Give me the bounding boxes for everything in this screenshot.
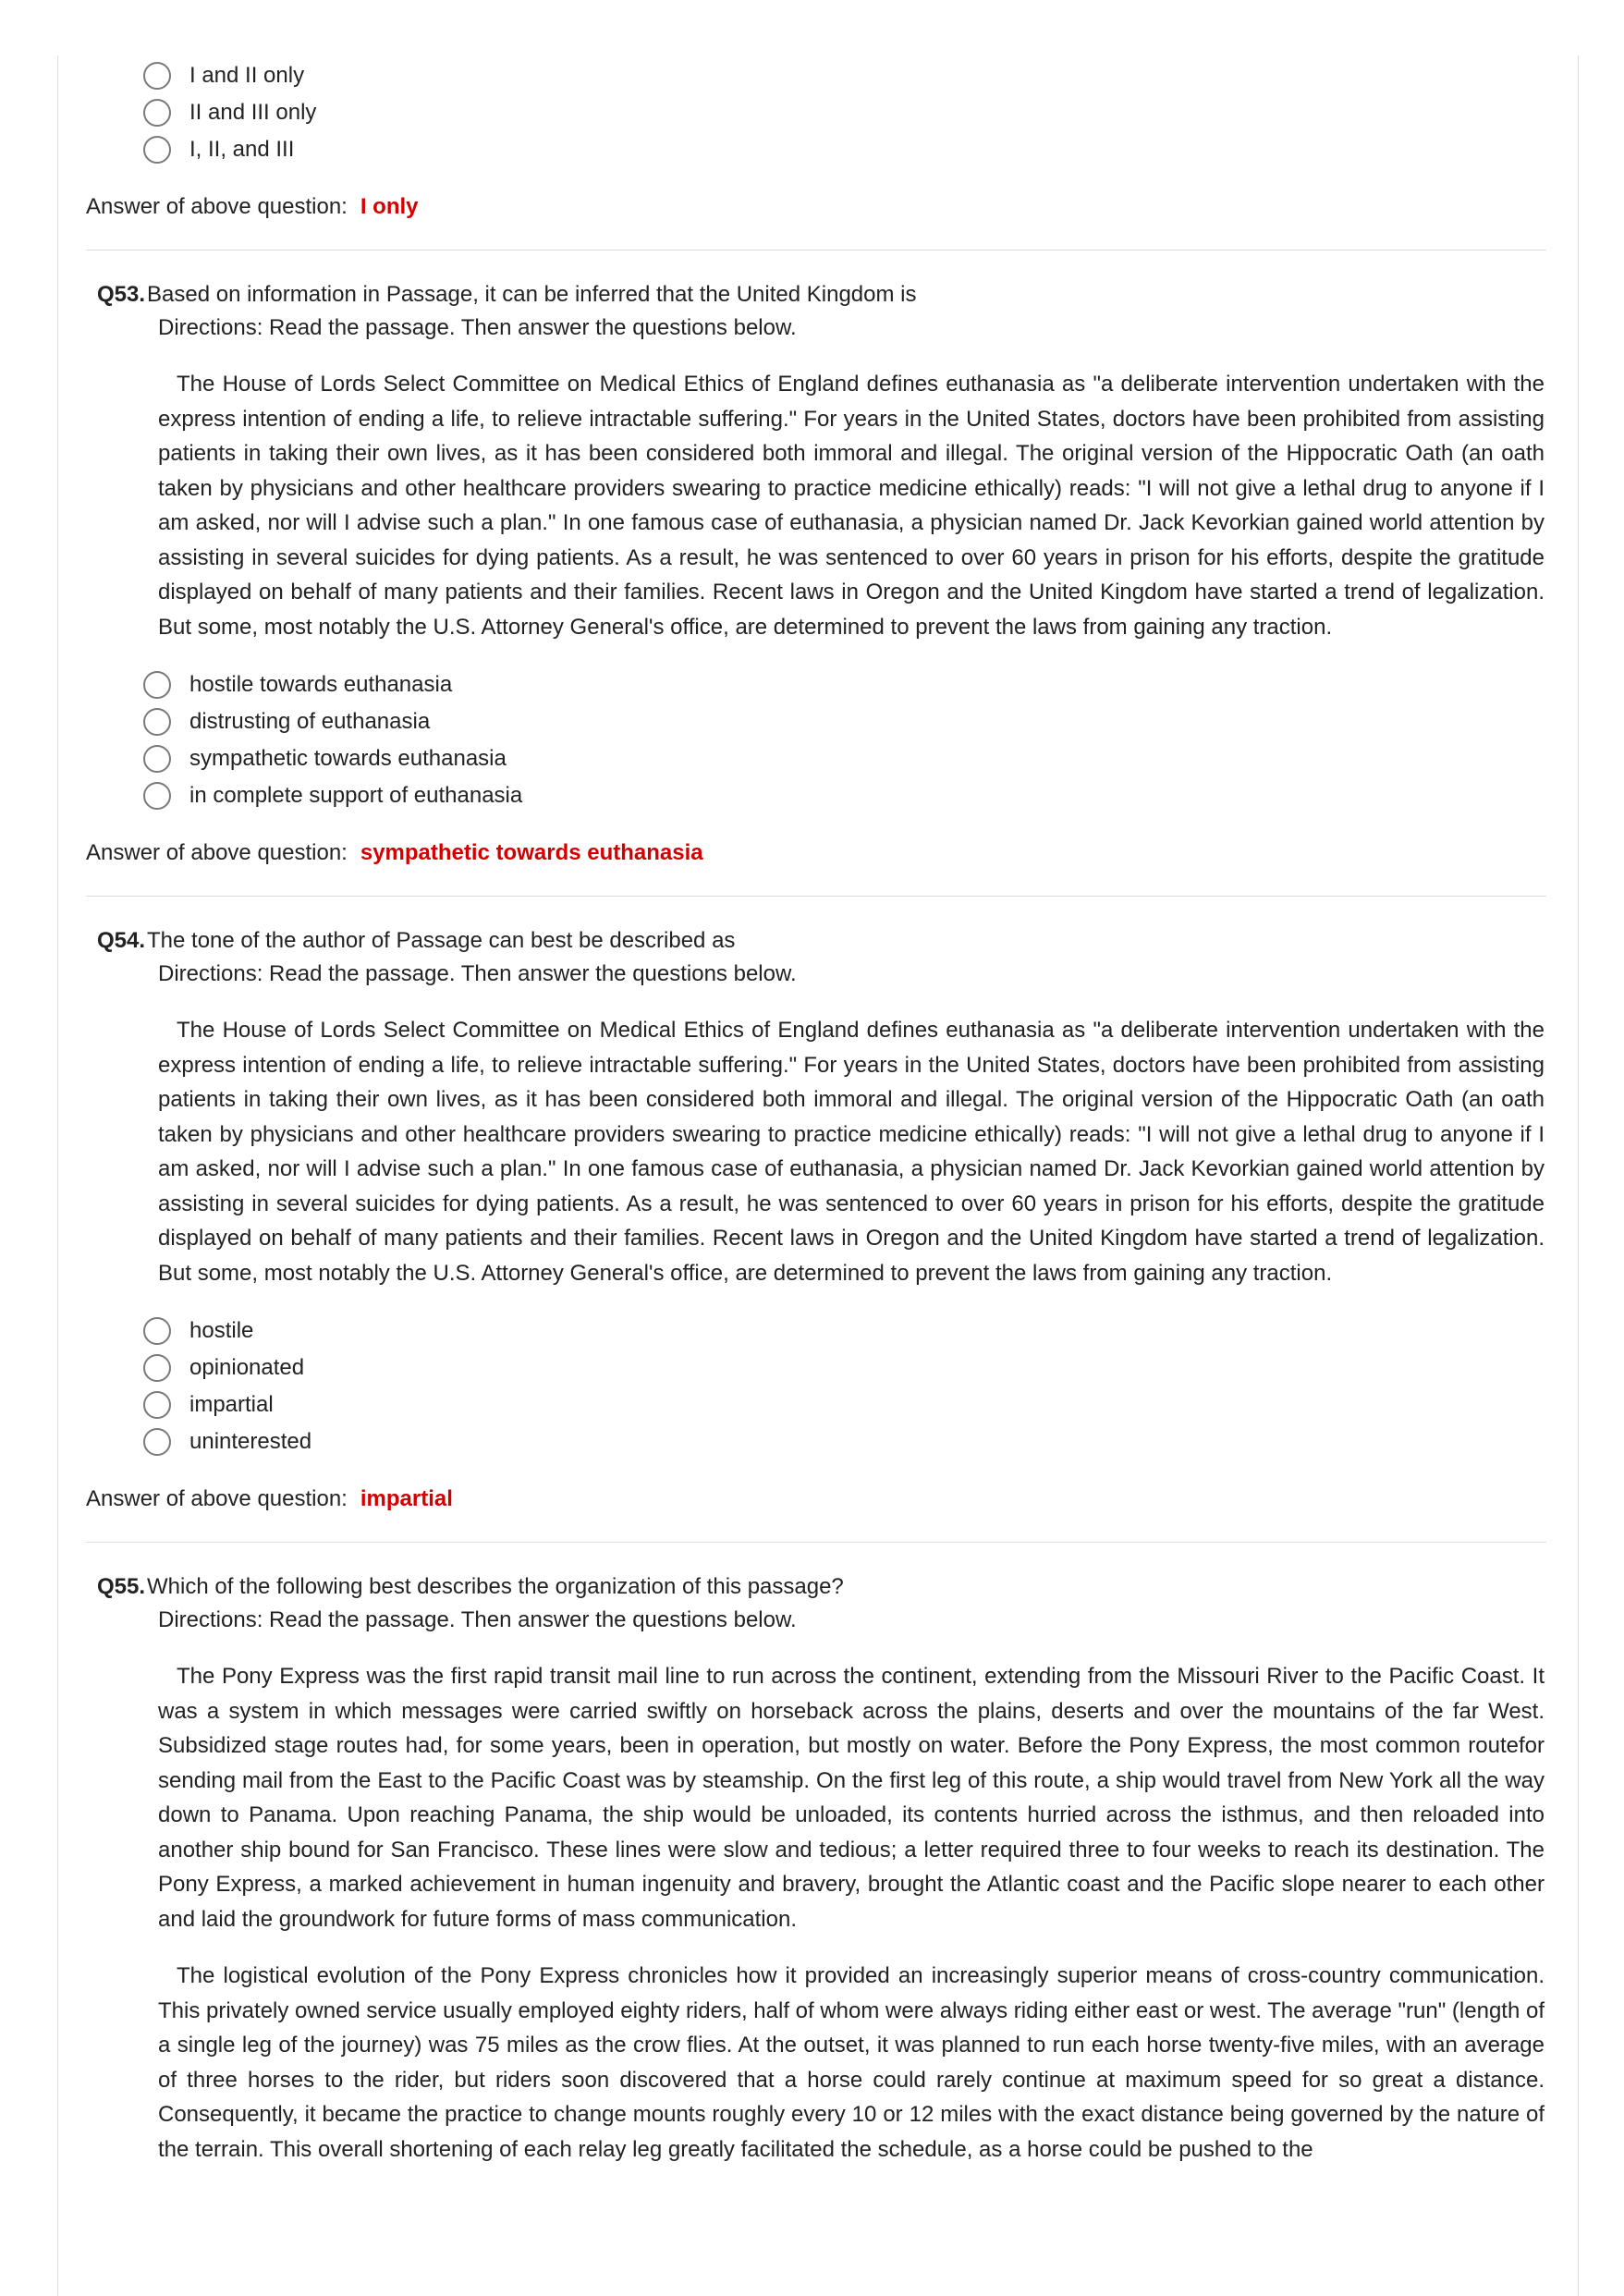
answer-options (143, 1313, 1546, 1460)
answer-value: impartial (360, 1486, 453, 1511)
page-border-right (1578, 55, 1579, 2296)
passage (158, 1013, 1545, 1290)
passage-paragraph: The House of Lords Select Committee on Medical Ethics of England defines euthanasia as "a deliberate intervention undertaken with the express intention of ending a life, to relieve intractable suffering." For years in the United States, doctors have been prohibited from assisting patients in taking their own lives, as it has been considered both immoral and illegal. The original version of the Hippocratic Oath (an oath taken by physicians and other healthcare providers swearing to practice medicine ethically) reads: "I will not give a lethal drug to anyone if I am asked, nor will I advise such a plan." In one famous case of euthanasia, a physician named Dr. Jack Kevorkian gained world attention by assisting in several suicides for dying patients. As a result, he was sentenced to over 60 years in prison for his efforts, despite the gratitude displayed on behalf of many patients and their families. Recent laws in Oregon and the United Kingdom have started a trend of legalization. But some, most notably the U.S. Attorney General's office, are determined to prevent the laws from gaining any traction. (158, 372, 1545, 640)
question-number: Q53. (97, 282, 146, 307)
previous-question-options (143, 57, 1546, 168)
passage (158, 367, 1545, 644)
radio-button[interactable] (143, 99, 171, 127)
answer-options (143, 666, 1546, 814)
question-q55 (86, 1570, 1546, 2167)
radio-button[interactable] (143, 1428, 171, 1456)
option-label: in complete support of euthanasia (189, 783, 523, 808)
divider (86, 896, 1546, 897)
option-row[interactable] (143, 666, 1546, 703)
option-label: uninterested (189, 1429, 312, 1454)
answer-line (86, 837, 1546, 870)
radio-button[interactable] (143, 745, 171, 773)
option-row[interactable] (143, 94, 1546, 131)
passage (158, 1659, 1545, 2167)
option-row[interactable] (143, 703, 1546, 740)
answer-line (86, 190, 1546, 224)
question-directions: Directions: Read the passage. Then answer the questions below. (158, 1607, 797, 1632)
question-directions: Directions: Read the passage. Then answer the questions below. (158, 961, 797, 986)
option-label: II and III only (189, 100, 317, 125)
answer-label: Answer of above question: (86, 1486, 348, 1511)
question-prompt: Which of the following best describes the organization of this passage? (147, 1574, 844, 1599)
option-row[interactable] (143, 1423, 1546, 1460)
option-label: impartial (189, 1392, 274, 1417)
divider (86, 1542, 1546, 1543)
option-row[interactable] (143, 777, 1546, 814)
answer-label: Answer of above question: (86, 840, 348, 865)
quiz-content (86, 57, 1546, 2189)
question-number: Q55. (97, 1574, 146, 1599)
passage-paragraph: The Pony Express was the first rapid transit mail line to run across the continent, extending from the Missouri River to the Pacific Coast. It was a system in which messages were carried swiftly on horseback across the plains, deserts and over the mountains of the far West. Subsidized stage routes had, for some years, been in operation, but mostly on water. Before the Pony Express, the most common routefor sending mail from the East to the Pacific Coast was by steamship. On the first leg of this route, a ship would travel from New York all the way down to Panama. Upon reaching Panama, the ship would be unloaded, its contents hurried across the isthmus, and then reloaded into another ship bound for San Francisco. These lines were slow and tedious; a letter required three to four weeks to reach its destination. The Pony Express, a marked achievement in human ingenuity and bravery, brought the Atlantic coast and the Pacific slope nearer to each other and laid the groundwork for future forms of mass communication. (158, 1664, 1545, 1932)
option-label: hostile towards euthanasia (189, 672, 453, 697)
option-label: I and II only (189, 63, 305, 88)
question-prompt: The tone of the author of Passage can best be described as (147, 928, 736, 953)
radio-button[interactable] (143, 708, 171, 736)
option-row[interactable] (143, 1350, 1546, 1386)
radio-button[interactable] (143, 136, 171, 164)
question-prompt: Based on information in Passage, it can be inferred that the United Kingdom is (147, 282, 917, 307)
question-directions: Directions: Read the passage. Then answer the questions below. (158, 315, 797, 340)
option-label: opinionated (189, 1355, 305, 1380)
option-label: hostile (189, 1318, 254, 1343)
radio-button[interactable] (143, 62, 171, 90)
option-row[interactable] (143, 57, 1546, 94)
answer-label: Answer of above question: (86, 194, 348, 219)
option-label: sympathetic towards euthanasia (189, 746, 507, 771)
passage-paragraph: The logistical evolution of the Pony Express chronicles how it provided an increasingly superior means of cross-country communication. This privately owned service usually employed eighty riders, half of whom were always riding either east or west. The average "run" (length of a single leg of the journey) was 75 miles as the crow flies. At the outset, it was planned to run each horse twenty-five miles, with an average of three horses to the rider, but riders soon discovered that a horse could rarely continue at maximum speed for so great a distance. Consequently, it became the practice to change mounts roughly every 10 or 12 miles with the exact distance being governed by the nature of the terrain. This overall shortening of each relay leg greatly facilitated the schedule, as a horse could be pushed to the (158, 1963, 1545, 2162)
answer-value: sympathetic towards euthanasia (360, 840, 703, 865)
option-label: I, II, and III (189, 137, 295, 162)
option-row[interactable] (143, 1386, 1546, 1423)
question-number: Q54. (97, 928, 146, 953)
radio-button[interactable] (143, 1317, 171, 1345)
answer-value: I only (360, 194, 419, 219)
page-border-left (57, 55, 58, 2296)
option-row[interactable] (143, 740, 1546, 777)
radio-button[interactable] (143, 782, 171, 810)
option-row[interactable] (143, 1313, 1546, 1350)
passage-paragraph: The House of Lords Select Committee on Medical Ethics of England defines euthanasia as "a deliberate intervention undertaken with the express intention of ending a life, to relieve intractable suffering." For years in the United States, doctors have been prohibited from assisting patients in taking their own lives, as it has been considered both immoral and illegal. The original version of the Hippocratic Oath (an oath taken by physicians and other healthcare providers swearing to practice medicine ethically) reads: "I will not give a lethal drug to anyone if I am asked, nor will I advise such a plan." In one famous case of euthanasia, a physician named Dr. Jack Kevorkian gained world attention by assisting in several suicides for dying patients. As a result, he was sentenced to over 60 years in prison for his efforts, despite the gratitude displayed on behalf of many patients and their families. Recent laws in Oregon and the United Kingdom have started a trend of legalization. But some, most notably the U.S. Attorney General's office, are determined to prevent the laws from gaining any traction. (158, 1018, 1545, 1286)
question-q53 (86, 278, 1546, 897)
radio-button[interactable] (143, 1391, 171, 1419)
answer-line (86, 1483, 1546, 1516)
question-q54 (86, 924, 1546, 1543)
radio-button[interactable] (143, 1354, 171, 1382)
radio-button[interactable] (143, 671, 171, 699)
option-row[interactable] (143, 131, 1546, 168)
option-label: distrusting of euthanasia (189, 709, 431, 734)
